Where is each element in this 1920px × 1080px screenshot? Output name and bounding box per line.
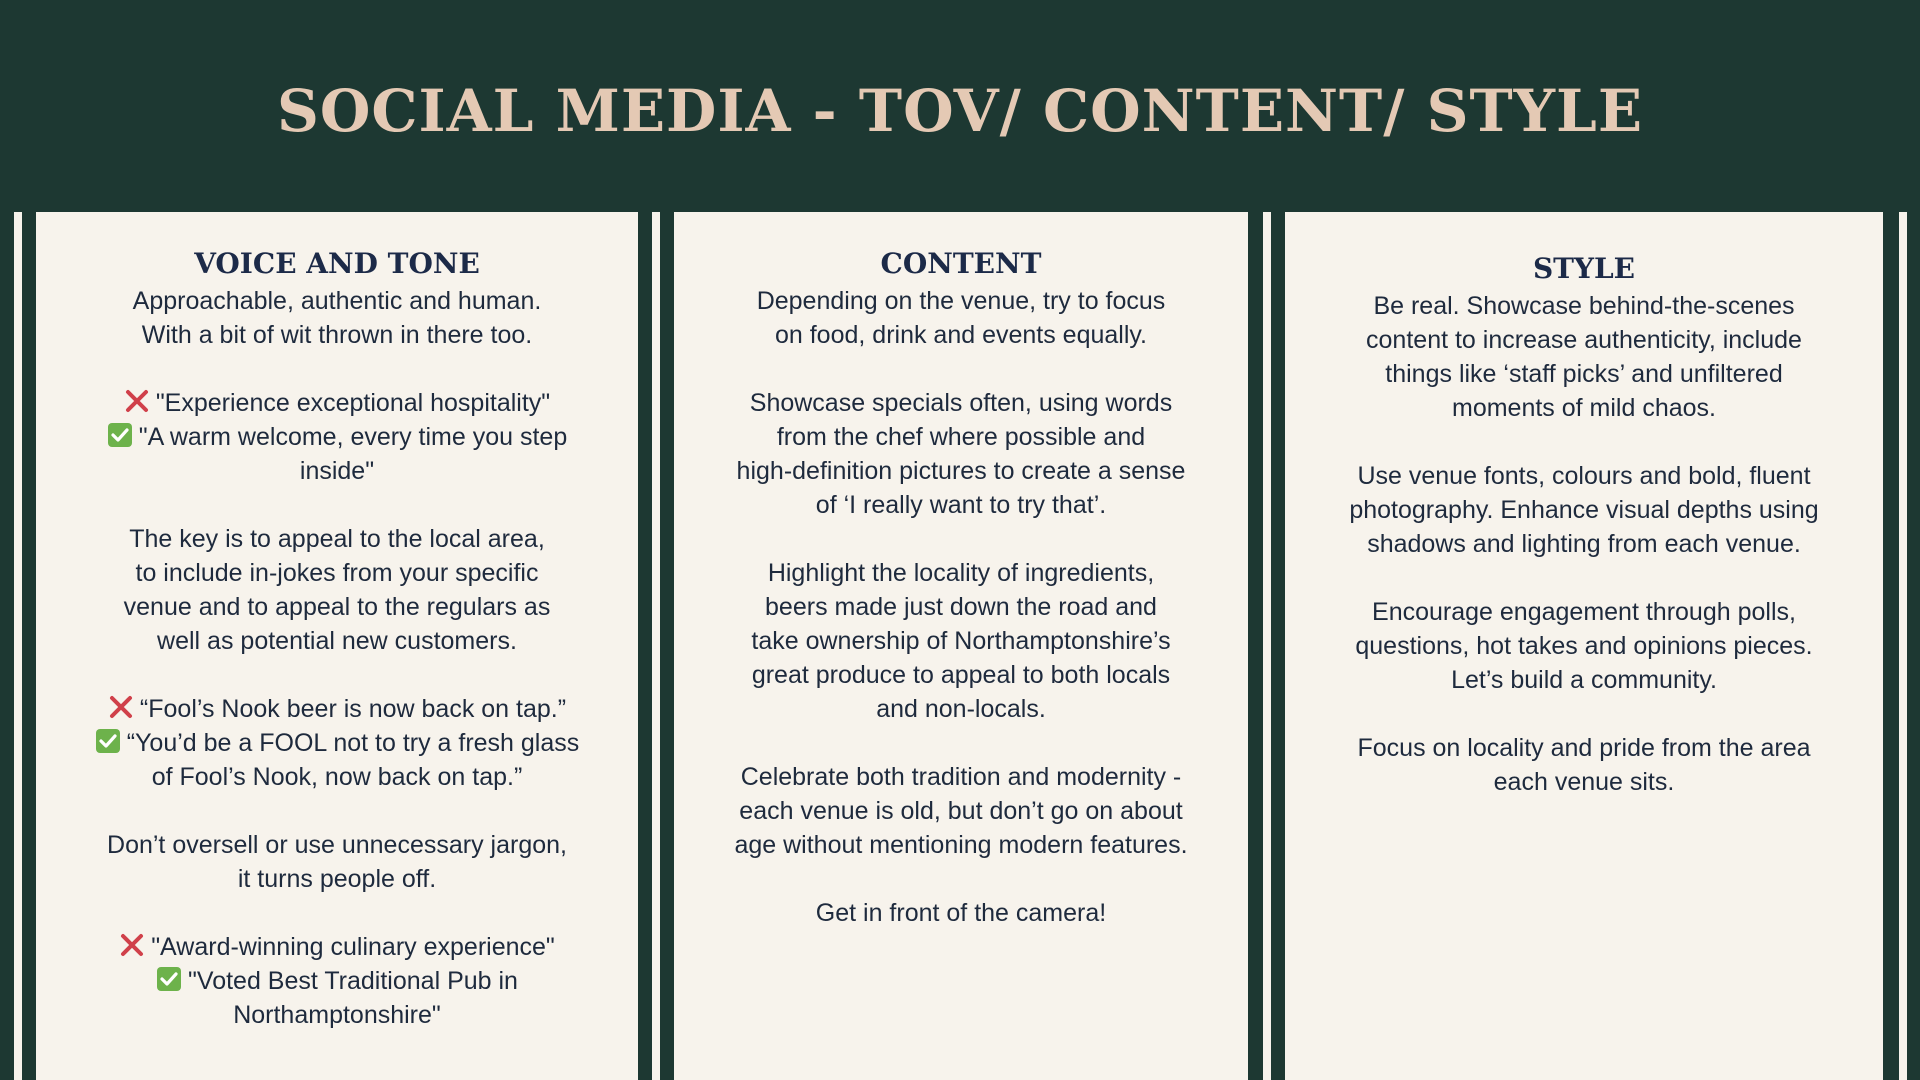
content-paragraph — [674, 386, 1248, 522]
text-line: it turns people off. — [237, 865, 437, 893]
cross-icon — [124, 388, 150, 414]
content-panel — [674, 212, 1248, 1080]
text-line: of ‘I really want to try that’. — [815, 491, 1107, 519]
text-line: content to increase authenticity, include — [1366, 326, 1802, 354]
text-line: each venue is old, but don’t go on about — [739, 797, 1183, 825]
text-line: on food, drink and events equally. — [774, 321, 1147, 349]
text-line: of Fool’s Nook, now back on tap.” — [151, 763, 523, 791]
bad-example — [36, 386, 638, 420]
text-line: age without mentioning modern features. — [734, 831, 1188, 859]
good-example — [36, 420, 638, 454]
check-icon — [95, 728, 121, 754]
text-line: Don’t oversell or use unnecessary jargon, — [107, 831, 567, 859]
content-paragraph — [674, 896, 1248, 930]
voice-and-tone-panel — [36, 212, 638, 1080]
content-paragraph — [674, 760, 1248, 862]
text-line: Get in front of the camera! — [815, 899, 1107, 927]
text-line: Celebrate both tradition and modernity - — [740, 763, 1182, 791]
cross-icon — [108, 694, 134, 720]
text-line: questions, hot takes and opinions pieces. — [1355, 632, 1813, 660]
style-paragraph — [1285, 731, 1883, 799]
content-heading: CONTENT — [880, 247, 1042, 280]
text-line: to include in-jokes from your specific — [135, 559, 539, 587]
style-paragraph — [1285, 459, 1883, 561]
good-example — [36, 964, 638, 998]
text-line: take ownership of Northamptonshire’s — [751, 627, 1171, 655]
text-line: "Award-winning culinary experience" — [151, 933, 555, 961]
voice-intro — [36, 284, 638, 352]
text-line: Encourage engagement through polls, — [1372, 598, 1796, 626]
text-line: Let’s build a community. — [1451, 666, 1717, 694]
example-award — [36, 930, 638, 1032]
example-fools-nook — [36, 692, 638, 794]
text-line: "Voted Best Traditional Pub in — [188, 967, 518, 995]
page-title: SOCIAL MEDIA - TOV/ CONTENT/ STYLE — [276, 77, 1644, 145]
text-line: Focus on locality and pride from the area — [1357, 734, 1811, 762]
text-line: Depending on the venue, try to focus — [756, 287, 1166, 315]
text-line: photography. Enhance visual depths using — [1349, 496, 1819, 524]
example-hospitality — [36, 386, 638, 488]
style-paragraph — [1285, 595, 1883, 697]
text-line: “Fool’s Nook beer is now back on tap.” — [139, 695, 567, 723]
text-line: Approachable, authentic and human. — [132, 287, 542, 315]
jargon-paragraph — [36, 828, 638, 896]
text-line: inside" — [299, 457, 375, 485]
text-line: great produce to appeal to both locals — [751, 661, 1171, 689]
text-line: Showcase specials often, using words — [749, 389, 1173, 417]
bad-example — [36, 930, 638, 964]
divider-stripe — [1263, 212, 1271, 1080]
style-paragraph — [1285, 289, 1883, 425]
text-line: "A warm welcome, every time you step — [138, 423, 568, 451]
text-line: from the chef where possible and — [776, 423, 1146, 451]
good-example — [36, 726, 638, 760]
text-line: well as potential new customers. — [157, 627, 517, 655]
local-area-paragraph — [36, 522, 638, 658]
check-icon — [156, 966, 182, 992]
text-line: things like ‘staff picks’ and unfiltered — [1385, 360, 1783, 388]
text-line: venue and to appeal to the regulars as — [123, 593, 551, 621]
text-line: “You’d be a FOOL not to try a fresh glass — [126, 729, 580, 757]
check-icon — [107, 422, 133, 448]
content-paragraph — [674, 556, 1248, 726]
style-panel — [1285, 212, 1883, 1080]
divider-stripe — [14, 212, 22, 1080]
text-line: Use venue fonts, colours and bold, fluent — [1357, 462, 1811, 490]
divider-stripe — [652, 212, 660, 1080]
text-line: each venue sits. — [1493, 768, 1675, 796]
style-heading: STYLE — [1532, 252, 1636, 285]
text-line: With a bit of wit thrown in there too. — [141, 321, 533, 349]
divider-stripe — [1899, 212, 1907, 1080]
bad-example — [36, 692, 638, 726]
text-line: high-definition pictures to create a sense — [736, 457, 1186, 485]
text-line: The key is to appeal to the local area, — [129, 525, 545, 553]
text-line: beers made just down the road and — [765, 593, 1157, 621]
text-line: shadows and lighting from each venue. — [1367, 530, 1801, 558]
voice-and-tone-heading: VOICE AND TONE — [194, 247, 480, 280]
text-line: Highlight the locality of ingredients, — [767, 559, 1155, 587]
text-line: "Experience exceptional hospitality" — [155, 389, 551, 417]
cross-icon — [119, 932, 145, 958]
text-line: Northamptonshire" — [233, 1001, 441, 1029]
text-line: and non-locals. — [876, 695, 1046, 723]
text-line: Be real. Showcase behind-the-scenes — [1373, 292, 1795, 320]
text-line: moments of mild chaos. — [1452, 394, 1716, 422]
content-paragraph — [674, 284, 1248, 352]
